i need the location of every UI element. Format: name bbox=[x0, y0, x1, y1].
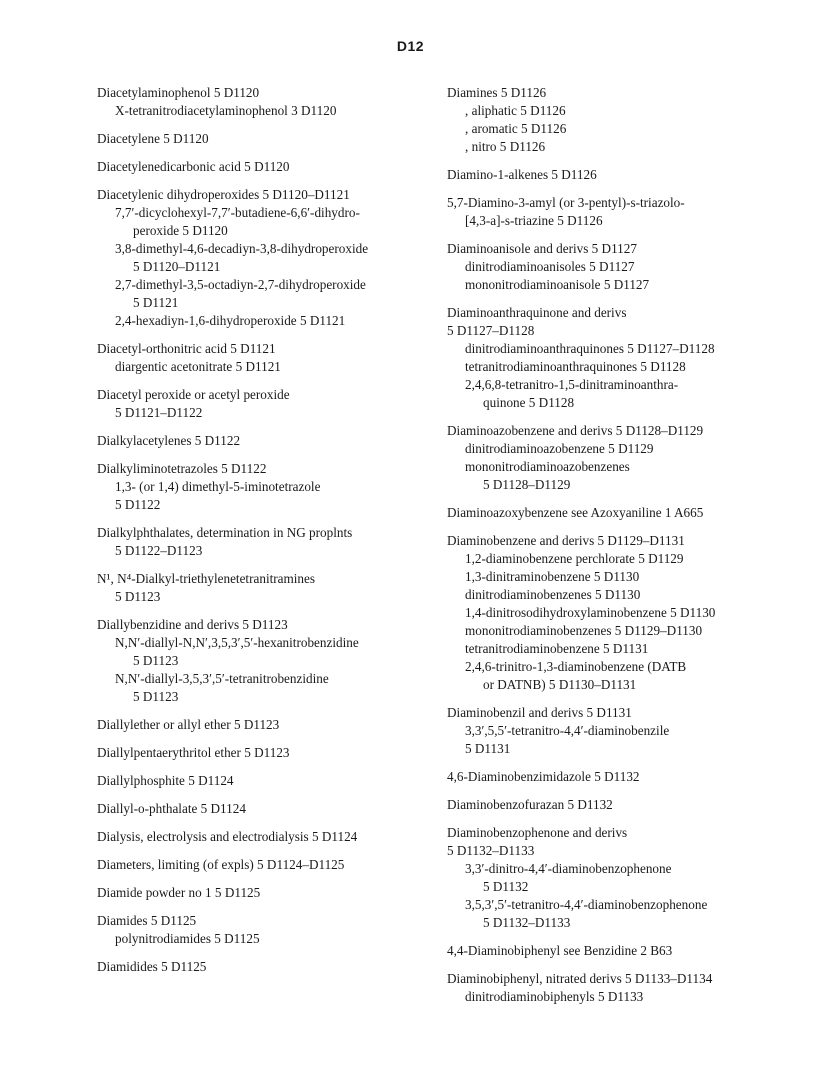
index-entry bbox=[447, 166, 777, 184]
index-entry bbox=[97, 386, 432, 422]
index-entry-line: 1,3- (or 1,4) dimethyl-5-iminotetrazole bbox=[115, 479, 321, 494]
index-entry-line: 5 D1123 bbox=[115, 589, 161, 604]
index-entry-line: dinitrodiaminobenzenes 5 D1130 bbox=[465, 587, 641, 602]
index-entry-line: 1,2-diaminobenzene perchlorate 5 D1129 bbox=[465, 551, 684, 566]
index-entry-line: 2,4,6-trinitro-1,3-diaminobenzene (DATB bbox=[465, 659, 687, 674]
index-entry-heading: Diacetylenedicarbonic acid 5 D1120 bbox=[97, 159, 290, 174]
index-entry-line: 2,7-dimethyl-3,5-octadiyn-2,7-dihydroperoxide bbox=[115, 277, 366, 292]
index-entry-heading: Diaminobenzophenone and derivs bbox=[447, 825, 628, 840]
index-entry-line: mononitrodiaminoanisole 5 D1127 bbox=[465, 277, 650, 292]
index-entry-heading: 5,7-Diamino-3-amyl (or 3-pentyl)-s-triazolo- bbox=[447, 195, 685, 210]
index-entry-heading: Diacetylaminophenol 5 D1120 bbox=[97, 85, 260, 100]
index-entry bbox=[447, 304, 777, 412]
index-entry-heading: Diaminoazobenzene and derivs 5 D1128–D1129 bbox=[447, 423, 704, 438]
index-entry bbox=[97, 84, 432, 120]
index-entry-heading: Diallybenzidine and derivs 5 D1123 bbox=[97, 617, 288, 632]
index-entry-heading: 4,4-Diaminobiphenyl see Benzidine 2 B63 bbox=[447, 943, 673, 958]
index-entry-line: dinitrodiaminobiphenyls 5 D1133 bbox=[465, 989, 644, 1004]
index-entry bbox=[97, 460, 432, 514]
index-entry-heading: Diallylether or allyl ether 5 D1123 bbox=[97, 717, 280, 732]
index-column-right bbox=[447, 84, 777, 1016]
index-entry bbox=[97, 130, 432, 148]
index-entry-line: 1,3-dinitraminobenzene 5 D1130 bbox=[465, 569, 640, 584]
index-entry-line: X-tetranitrodiacetylaminophenol 3 D1120 bbox=[115, 103, 337, 118]
index-entry-heading: Diamides 5 D1125 bbox=[97, 913, 197, 928]
index-entry-line: mononitrodiaminoazobenzenes bbox=[465, 459, 630, 474]
index-entry-heading: Diamide powder no 1 5 D1125 bbox=[97, 885, 261, 900]
index-entry bbox=[97, 524, 432, 560]
index-entry bbox=[447, 532, 777, 694]
index-entry-line: 3,8-dimethyl-4,6-decadiyn-3,8-dihydroperoxide bbox=[115, 241, 369, 256]
index-entry-line: 2,4-hexadiyn-1,6-dihydroperoxide 5 D1121 bbox=[115, 313, 346, 328]
index-entry-heading: Diallylphosphite 5 D1124 bbox=[97, 773, 234, 788]
index-entry bbox=[447, 422, 777, 494]
index-entry-line: diargentic acetonitrate 5 D1121 bbox=[115, 359, 281, 374]
index-entry-line: dinitrodiaminoanthraquinones 5 D1127–D1128 bbox=[465, 341, 715, 356]
index-entry bbox=[97, 800, 432, 818]
index-entry-line: 5 D1127–D1128 bbox=[447, 323, 535, 338]
index-entry-heading: Diacetyl peroxide or acetyl peroxide bbox=[97, 387, 290, 402]
index-entry-line: mononitrodiaminobenzenes 5 D1129–D1130 bbox=[465, 623, 703, 638]
index-entry-line: N,N′-diallyl-3,5,3′,5′-tetranitrobenzidine bbox=[115, 671, 329, 686]
index-entry-heading: Diallylpentaerythritol ether 5 D1123 bbox=[97, 745, 290, 760]
index-entry-heading: Diaminoanthraquinone and derivs bbox=[447, 305, 627, 320]
index-entry-line: peroxide 5 D1120 bbox=[133, 223, 228, 238]
index-entry-line: 5 D1132–D1133 bbox=[483, 915, 571, 930]
index-entry-line: 5 D1122 bbox=[115, 497, 161, 512]
index-entry-line: 5 D1120–D1121 bbox=[133, 259, 221, 274]
index-entry-line: 5 D1121 bbox=[133, 295, 179, 310]
index-entry-line: , nitro 5 D1126 bbox=[465, 139, 546, 154]
index-entry-line: tetranitrodiaminoanthraquinones 5 D1128 bbox=[465, 359, 686, 374]
index-entry-line: tetranitrodiaminobenzene 5 D1131 bbox=[465, 641, 649, 656]
index-entry bbox=[447, 824, 777, 932]
index-entry-line: 7,7′-dicyclohexyl-7,7′-butadiene-6,6′-dihydro- bbox=[115, 205, 360, 220]
index-entry-heading: Diaminobenzene and derivs 5 D1129–D1131 bbox=[447, 533, 685, 548]
index-entry-line: 3,5,3′,5′-tetranitro-4,4′-diaminobenzophenone bbox=[465, 897, 708, 912]
index-entry-heading: N¹, N⁴-Dialkyl-triethylenetetranitramines bbox=[97, 571, 316, 586]
index-entry-line: 5 D1132 bbox=[483, 879, 529, 894]
index-entry-heading: 4,6-Diaminobenzimidazole 5 D1132 bbox=[447, 769, 640, 784]
index-entry-heading: Diacetylene 5 D1120 bbox=[97, 131, 209, 146]
index-entry-heading: Dialysis, electrolysis and electrodialysis 5 D1124 bbox=[97, 829, 358, 844]
index-entry-heading: Dialkylacetylenes 5 D1122 bbox=[97, 433, 241, 448]
index-entry-line: 5 D1123 bbox=[133, 689, 179, 704]
index-entry-line: 2,4,6,8-tetranitro-1,5-dinitraminoanthra- bbox=[465, 377, 679, 392]
index-entry bbox=[97, 744, 432, 762]
index-entry-heading: Diaminoazoxybenzene see Azoxyaniline 1 A665 bbox=[447, 505, 704, 520]
index-entry bbox=[447, 504, 777, 522]
index-entry-line: 3,3′-dinitro-4,4′-diaminobenzophenone bbox=[465, 861, 672, 876]
index-entry-line: 5 D1122–D1123 bbox=[115, 543, 203, 558]
index-entry-heading: Diacetyl-orthonitric acid 5 D1121 bbox=[97, 341, 276, 356]
index-entry-line: , aromatic 5 D1126 bbox=[465, 121, 567, 136]
index-entry-heading: Dialkyliminotetrazoles 5 D1122 bbox=[97, 461, 267, 476]
index-entry-heading: Diaminobiphenyl, nitrated derivs 5 D1133–D1134 bbox=[447, 971, 713, 986]
page-header: D12 bbox=[396, 38, 425, 54]
index-entry bbox=[97, 570, 432, 606]
index-entry bbox=[97, 828, 432, 846]
index-entry-heading: Diallyl-o-phthalate 5 D1124 bbox=[97, 801, 246, 816]
index-entry-line: dinitrodiaminoazobenzene 5 D1129 bbox=[465, 441, 654, 456]
index-entry bbox=[97, 432, 432, 450]
index-entry bbox=[97, 912, 432, 948]
index-entry bbox=[447, 194, 777, 230]
index-entry-line: 5 D1121–D1122 bbox=[115, 405, 203, 420]
index-entry-line: 3,3′,5,5′-tetranitro-4,4′-diaminobenzile bbox=[465, 723, 670, 738]
index-entry-heading: Diaminobenzil and derivs 5 D1131 bbox=[447, 705, 632, 720]
index-column-left bbox=[97, 84, 432, 986]
index-entry bbox=[447, 942, 777, 960]
index-entry-line: , aliphatic 5 D1126 bbox=[465, 103, 566, 118]
index-entry bbox=[97, 958, 432, 976]
index-entry-line: [4,3-a]-s-triazine 5 D1126 bbox=[465, 213, 603, 228]
index-entry bbox=[97, 340, 432, 376]
index-entry-line: 5 D1123 bbox=[133, 653, 179, 668]
index-entry-line: 5 D1132–D1133 bbox=[447, 843, 535, 858]
index-entry bbox=[447, 970, 777, 1006]
index-entry-heading: Diamidides 5 D1125 bbox=[97, 959, 207, 974]
index-entry-line: quinone 5 D1128 bbox=[483, 395, 575, 410]
index-entry-heading: Diaminobenzofurazan 5 D1132 bbox=[447, 797, 613, 812]
index-entry bbox=[447, 768, 777, 786]
index-entry-heading: Diamines 5 D1126 bbox=[447, 85, 547, 100]
index-entry bbox=[97, 616, 432, 706]
index-entry bbox=[447, 796, 777, 814]
index-entry-heading: Dialkylphthalates, determination in NG proplnts bbox=[97, 525, 353, 540]
index-entry-heading: Diameters, limiting (of expls) 5 D1124–D1125 bbox=[97, 857, 345, 872]
index-entry bbox=[97, 856, 432, 874]
index-entry-line: or DATNB) 5 D1130–D1131 bbox=[483, 677, 637, 692]
index-entry-line: 5 D1128–D1129 bbox=[483, 477, 571, 492]
index-entry-line: dinitrodiaminoanisoles 5 D1127 bbox=[465, 259, 635, 274]
index-entry-line: N,N′-diallyl-N,N′,3,5,3′,5′-hexanitrobenzidine bbox=[115, 635, 359, 650]
index-entry-heading: Diacetylenic dihydroperoxides 5 D1120–D1121 bbox=[97, 187, 350, 202]
index-entry-line: polynitrodiamides 5 D1125 bbox=[115, 931, 260, 946]
index-entry-heading: Diamino-1-alkenes 5 D1126 bbox=[447, 167, 597, 182]
index-entry-heading: Diaminoanisole and derivs 5 D1127 bbox=[447, 241, 637, 256]
index-entry bbox=[97, 884, 432, 902]
index-entry bbox=[97, 772, 432, 790]
index-entry bbox=[97, 186, 432, 330]
index-entry bbox=[447, 704, 777, 758]
index-entry bbox=[97, 716, 432, 734]
index-entry bbox=[447, 84, 777, 156]
index-entry-line: 1,4-dinitrosodihydroxylaminobenzene 5 D1130 bbox=[465, 605, 716, 620]
index-entry bbox=[97, 158, 432, 176]
index-entry-line: 5 D1131 bbox=[465, 741, 511, 756]
index-entry bbox=[447, 240, 777, 294]
